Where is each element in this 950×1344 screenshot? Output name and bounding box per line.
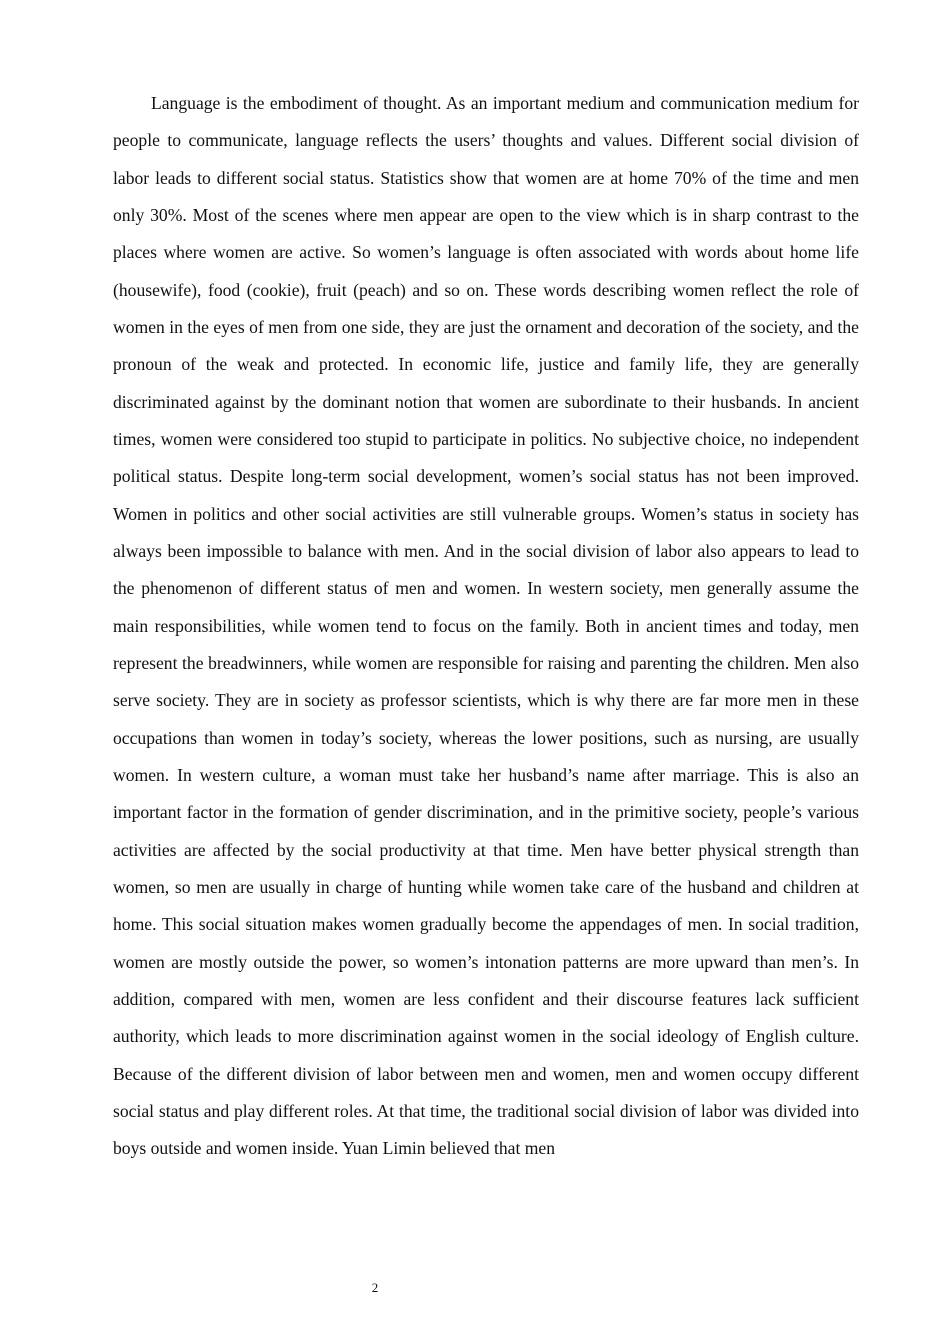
- page-number: 2: [371, 1280, 379, 1295]
- body-paragraph: Language is the embodiment of thought. As an important medium and communication medium for people to communicate, language reflects the users’ thoughts and values. Different social division of labor leads to different social status. Statistics show that women are at home 70% of the time and men only 30%. Most of the scenes where men appear are open to the view which is in sharp contrast to the places where women are active. So women’s language is often associated with words about home life (housewife), food (cookie), fruit (peach) and so on. These words describing women reflect the role of women in the eyes of men from one side, they are just the ornament and decoration of the society, and the pronoun of the weak and protected. In economic life, justice and family life, they are generally discriminated against by the dominant notion that women are subordinate to their husbands. In ancient times, women were considered too stupid to participate in politics. No subjective choice, no independent political status. Despite long-term social development, women’s social status has not been improved. Women in politics and other social activities are still vulnerable groups. Women’s status in society has always been impossible to balance with men. And in the social division of labor also appears to lead to the phenomenon of different status of men and women. In western society, men generally assume the main responsibilities, while women tend to focus on the family. Both in ancient times and today, men represent the breadwinners, while women are responsible for raising and parenting the children. Men also serve society. They are in society as professor scientists, which is why there are far more men in these occupations than women in today’s society, whereas the lower positions, such as nursing, are usually women. In western culture, a woman must take her husband’s name after marriage. This is also an important factor in the formation of gender discrimination, and in the primitive society, people’s various activities are affected by the social productivity at that time. Men have better physical strength than women, so men are usually in charge of hunting while women take care of the husband and children at home. This social situation makes women gradually become the appendages of men. In social tradition, women are mostly outside the power, so women’s intonation patterns are more upward than men’s. In addition, compared with men, women are less confident and their discourse features lack sufficient authority, which leads to more discrimination against women in the social ideology of English culture. Because of the different division of labor between men and women, men and women occupy different social status and play different roles. At that time, the traditional social division of labor was divided into boys outside and women inside. Yuan Limin believed that men: [113, 93, 859, 1159]
